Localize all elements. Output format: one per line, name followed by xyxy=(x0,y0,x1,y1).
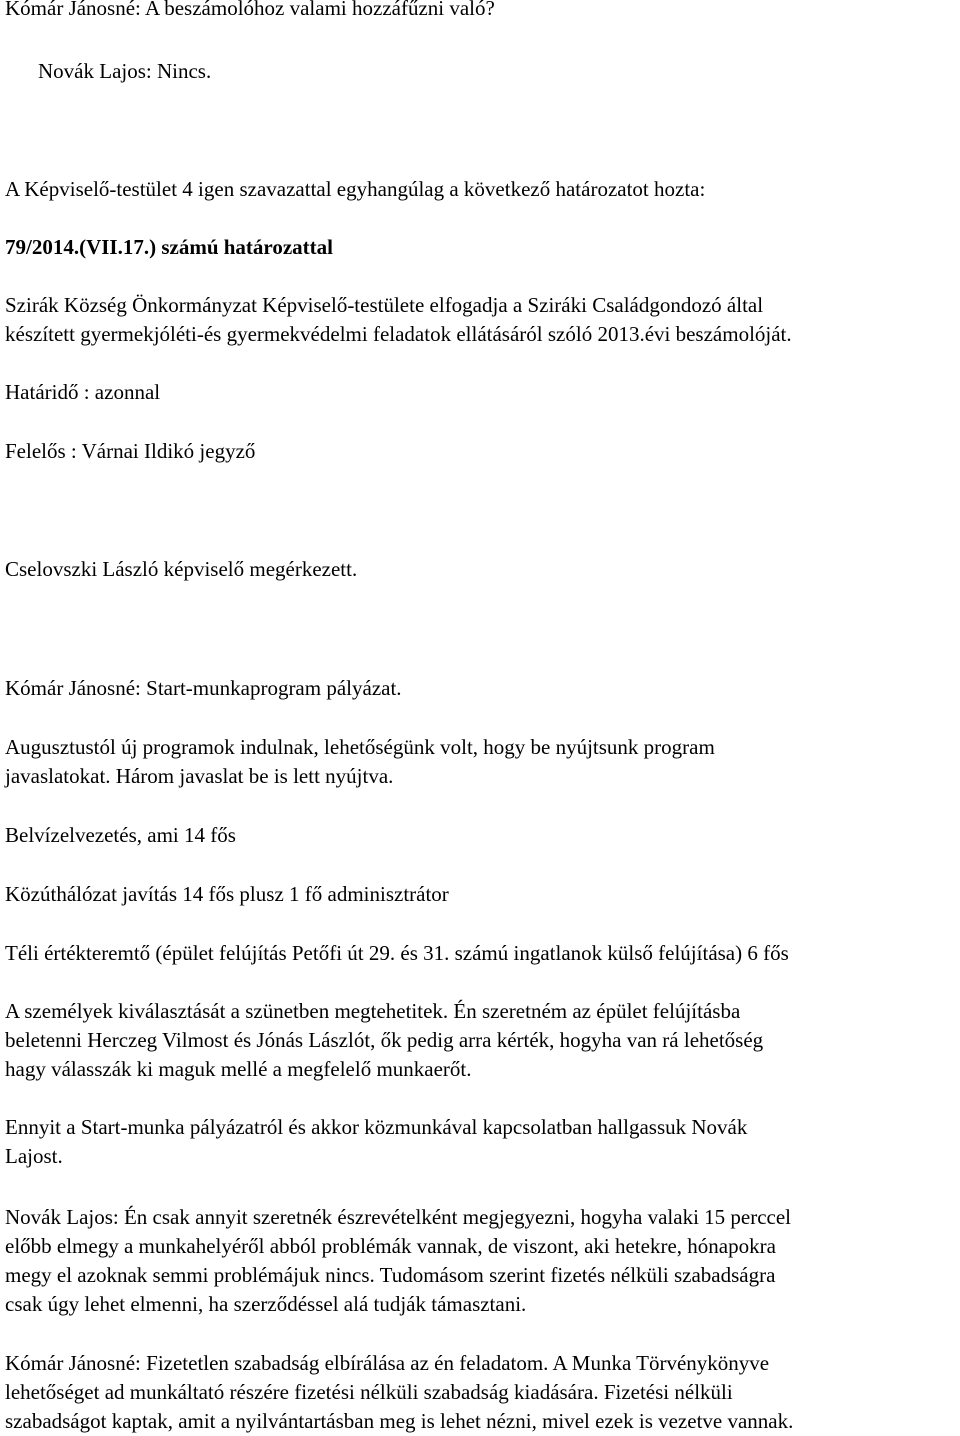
novak-remark-line-4: csak úgy lehet elmenni, ha szerződéssel alá tudják támasztani. xyxy=(5,1292,527,1316)
start-program-text-line-1: Augusztustól új programok indulnak, lehetőségünk volt, hogy be nyújtsunk program xyxy=(5,735,715,759)
selection-text-line-3: hagy válasszák ki maguk mellé a megfelelő munkaerőt. xyxy=(5,1057,472,1081)
start-program-text-line-2: javaslatokat. Három javaslat be is lett nyújtva. xyxy=(5,764,394,788)
selection-text-line-1: A személyek kiválasztását a szünetben megtehetitek. Én szeretném az épület felújításba xyxy=(5,999,741,1023)
resolution-text-line-1: Szirák Község Önkormányzat Képviselő-testülete elfogadja a Sziráki Családgondozó által xyxy=(5,293,764,317)
resolution-title: 79/2014.(VII.17.) számú határozattal xyxy=(5,235,334,259)
novak-remark-line-3: megy el azoknak semmi problémájuk nincs. Tudomásom szerint fizetés nélküli szabadságra xyxy=(5,1263,776,1287)
selection-text-line-2: beletenni Herczeg Vilmost és Jónás Lászlót, ők pedig arra kérték, hogyha van rá lehetőség xyxy=(5,1028,764,1052)
paragraph-novak-reply: Novák Lajos: Nincs. xyxy=(38,59,212,83)
summary-text-line-1: Ennyit a Start-munka pályázatról és akkor közmunkával kapcsolatban hallgassuk Novák xyxy=(5,1115,748,1139)
start-program-title: Kómár Jánosné: Start-munkaprogram pályázat. xyxy=(5,676,402,700)
novak-remark-line-1: Novák Lajos: Én csak annyit szeretnék észrevételként megjegyezni, hogyha valaki 15 perccel xyxy=(5,1205,792,1229)
novak-remark-line-2: előbb elmegy a munkahelyéről abból problémák vannak, de viszont, aki hetekre, hónapokra xyxy=(5,1234,776,1258)
summary-text-line-2: Lajost. xyxy=(5,1144,63,1168)
komar-answer-line-1: Kómár Jánosné: Fizetetlen szabadság elbírálása az én feladatom. A Munka Törvénykönyve xyxy=(5,1351,770,1375)
resolution-text-line-2: készített gyermekjóléti-és gyermekvédelmi feladatok ellátásáról szóló 2013.évi beszámolóját. xyxy=(5,322,792,346)
arrival-note: Cselovszki László képviselő megérkezett. xyxy=(5,557,358,581)
deadline-line: Határidő : azonnal xyxy=(5,380,161,404)
program-item-3: Téli értékteremtő (épület felújítás Petőfi út 29. és 31. számú ingatlanok külső felújítása) 6 fős xyxy=(5,941,789,965)
paragraph-komar-question: Kómár Jánosné: A beszámolóhoz valami hozzáfűzni való? xyxy=(5,0,495,20)
komar-answer-line-2: lehetőséget ad munkáltató részére fizetési nélküli szabadság kiadására. Fizetési nélküli xyxy=(5,1380,733,1404)
program-item-1: Belvízelvezetés, ami 14 fős xyxy=(5,823,236,847)
paragraph-vote-statement: A Képviselő-testület 4 igen szavazattal egyhangúlag a következő határozatot hozta: xyxy=(5,177,706,201)
program-item-2: Közúthálózat javítás 14 fős plusz 1 fő adminisztrátor xyxy=(5,882,449,906)
komar-answer-line-3: szabadságot kaptak, amit a nyilvántartásban meg is lehet nézni, mivel ezek is vezetve vannak. xyxy=(5,1409,794,1433)
responsible-line: Felelős : Várnai Ildikó jegyző xyxy=(5,439,256,463)
